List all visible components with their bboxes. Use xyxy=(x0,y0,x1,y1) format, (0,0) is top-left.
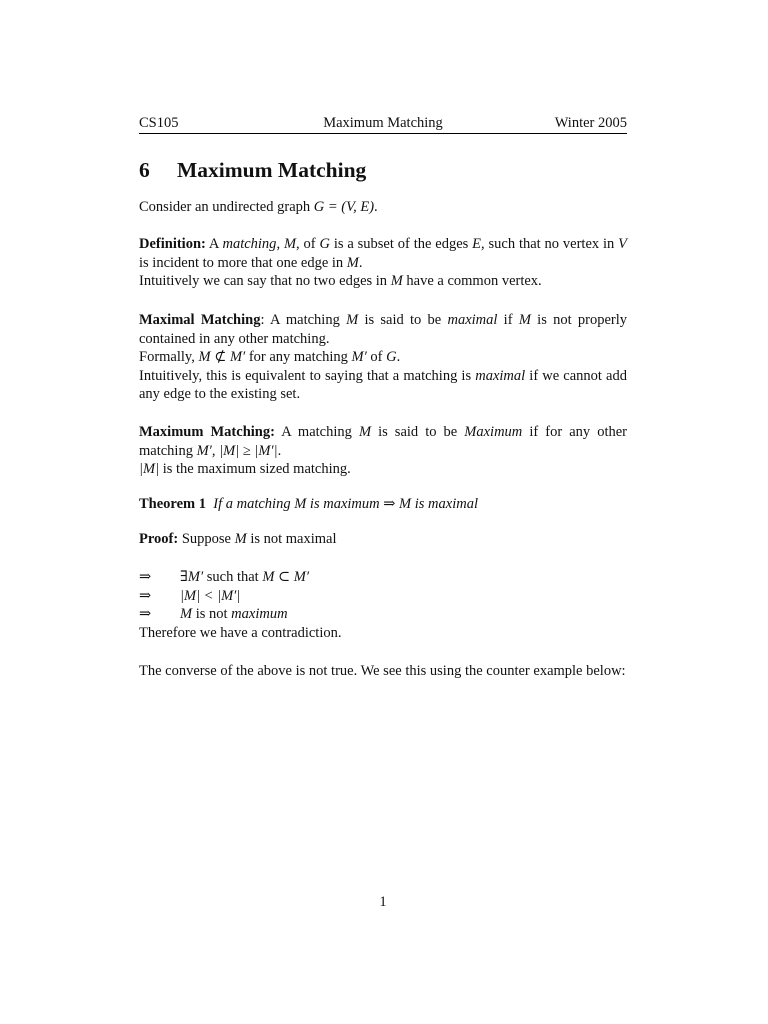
intro-paragraph: Consider an undirected graph G = (V, E). xyxy=(139,199,378,215)
maximum-paragraph: Maximum Matching: A matching M is said to be Maximum if for any other matching M′, |M| ≥ |M′|. |M| is the maximum sized matching. xyxy=(139,424,628,478)
definition-paragraph: Definition: A matching, M, of G is a subset of the edges E, such that no vertex in V is incident to more that one edge in M. Intuitively we can say that no two edges in M have a common vertex. xyxy=(139,236,628,290)
maximal-label: Maximal Matching xyxy=(139,312,261,328)
maximum-label: Maximum Matching: xyxy=(139,424,275,440)
converse-paragraph: The converse of the above is not true. We see this using the counter example below: xyxy=(139,663,626,679)
proof-steps xyxy=(139,568,627,642)
proof-step: ⇒ M is not maximum xyxy=(139,606,288,623)
theorem-statement: Theorem 1 If a matching M is maximum ⇒ M is maximal xyxy=(139,496,478,512)
section-heading xyxy=(139,157,366,183)
theorem-label: Theorem 1 xyxy=(139,496,206,512)
implies-arrow: ⇒ xyxy=(139,587,152,604)
graph-math: G = (V, E) xyxy=(313,199,375,215)
definition-label: Definition: xyxy=(139,236,206,252)
implies-arrow: ⇒ xyxy=(139,569,152,585)
proof-conclusion: Therefore we have a contradiction. xyxy=(139,624,342,641)
page-number: 1 xyxy=(379,894,387,910)
implies-arrow: ⇒ xyxy=(139,606,152,623)
proof-paragraph: Proof: Suppose M is not maximal xyxy=(139,531,337,547)
header-topic: Maximum Matching xyxy=(323,115,443,131)
maximal-paragraph: Maximal Matching: A matching M is said to be maximal if M is not properly contained in any other matching. Formally, M ⊄ M′ for any matching M′ of G. Intuitively, this is equivalent to saying that a matching is maximal if we cannot add any edge to the existing set. xyxy=(139,312,628,403)
implies-arrow: ⇒ xyxy=(383,496,396,512)
proof-step: ⇒ ∃M′ such that M ⊂ M′ xyxy=(139,569,310,585)
header-term: Winter 2005 xyxy=(554,115,627,131)
course-code: CS105 xyxy=(139,115,179,131)
section-number: 6 xyxy=(139,158,150,182)
proof-step: ⇒ |M| < |M′| xyxy=(139,587,241,604)
proof-label: Proof: xyxy=(139,531,179,547)
running-header xyxy=(139,113,627,134)
section-title: Maximum Matching xyxy=(177,158,367,182)
